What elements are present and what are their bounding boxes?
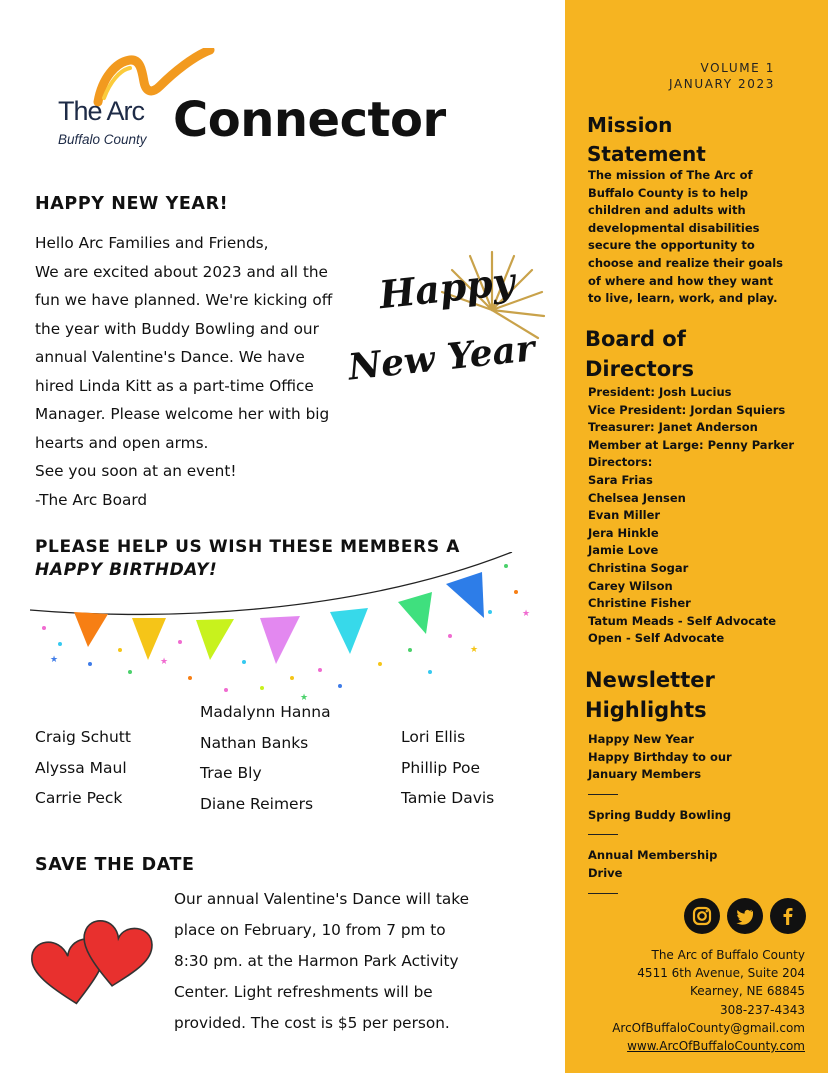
graphic-happy-text: Happy bbox=[376, 258, 517, 318]
issue-date: JANUARY 2023 bbox=[669, 77, 775, 91]
new-year-line: fun we have planned. We're kicking off bbox=[35, 291, 333, 309]
board-member: Jamie Love bbox=[588, 543, 659, 558]
mission-heading bbox=[587, 111, 706, 169]
facebook-icon[interactable] bbox=[770, 898, 806, 934]
board-member: Tatum Meads - Self Advocate bbox=[588, 613, 777, 628]
new-year-line: -The Arc Board bbox=[35, 490, 148, 509]
save-the-date-line: provided. The cost is $5 per person. bbox=[174, 1014, 450, 1032]
contact-email[interactable]: ArcOfBuffaloCounty@gmail.com bbox=[612, 1020, 805, 1035]
twitter-icon[interactable] bbox=[727, 898, 763, 934]
hearts-icon bbox=[12, 912, 162, 1012]
board-heading bbox=[585, 324, 694, 384]
highlight-item: Annual Membership bbox=[588, 848, 718, 863]
happy-new-year-graphic bbox=[342, 240, 552, 410]
bunting-decoration bbox=[30, 552, 535, 712]
birthday-name: Phillip Poe bbox=[401, 758, 480, 777]
highlight-item: Drive bbox=[588, 865, 623, 880]
new-year-heading: HAPPY NEW YEAR! bbox=[35, 194, 229, 214]
contact-org: The Arc of Buffalo County bbox=[651, 948, 805, 962]
mission-line: The mission of The Arc of bbox=[588, 168, 753, 182]
logo-name: The Arc bbox=[58, 96, 145, 126]
highlight-item: Spring Buddy Bowling bbox=[588, 807, 732, 822]
board-member: President: Josh Lucius bbox=[588, 385, 732, 399]
mission-line: developmental disabilities bbox=[588, 220, 760, 235]
birthday-column-3 bbox=[401, 722, 494, 814]
issue-volume: VOLUME 1 bbox=[700, 61, 775, 75]
birthday-heading: PLEASE HELP US WISH THESE MEMBERS A bbox=[35, 537, 460, 557]
birthday-name: Tamie Davis bbox=[401, 789, 495, 807]
save-the-date-line: Center. Light refreshments will be bbox=[174, 983, 433, 1001]
highlights-list bbox=[588, 731, 732, 906]
highlights-heading bbox=[585, 665, 715, 725]
mission-heading-line: Mission bbox=[587, 113, 673, 137]
svg-text:★: ★ bbox=[470, 645, 479, 655]
mission-line: Buffalo County is to help bbox=[588, 185, 748, 200]
board-member: Christine Fisher bbox=[588, 596, 691, 611]
svg-text:★: ★ bbox=[160, 657, 169, 667]
save-the-date-heading: SAVE THE DATE bbox=[35, 855, 195, 875]
board-member: Directors: bbox=[588, 455, 653, 470]
board-member: Christina Sogar bbox=[588, 560, 689, 575]
board-heading-line: Directors bbox=[585, 357, 694, 381]
new-year-line: Hello Arc Families and Friends, bbox=[35, 234, 269, 252]
issue-info bbox=[669, 60, 775, 92]
new-year-line: hearts and open arms. bbox=[35, 433, 209, 452]
contact-phone: 308-237-4343 bbox=[719, 1002, 805, 1017]
svg-text:★: ★ bbox=[522, 609, 531, 619]
board-member: Sara Frias bbox=[588, 472, 653, 487]
board-member: Evan Miller bbox=[588, 508, 661, 523]
mission-text bbox=[588, 167, 783, 308]
board-member: Vice President: Jordan Squiers bbox=[588, 402, 786, 417]
contact-street: 4511 6th Avenue, Suite 204 bbox=[637, 966, 805, 981]
board-member: Member at Large: Penny Parker bbox=[588, 437, 795, 452]
mission-line: of where and how they want bbox=[588, 273, 773, 288]
highlights-heading-line: Highlights bbox=[585, 698, 707, 722]
highlight-item: Happy Birthday to our bbox=[588, 749, 732, 764]
board-member: Carey Wilson bbox=[588, 578, 673, 593]
birthday-column-2 bbox=[200, 697, 331, 819]
birthday-name: Lori Ellis bbox=[401, 728, 466, 746]
instagram-icon[interactable] bbox=[684, 898, 720, 934]
save-the-date-body bbox=[174, 884, 534, 1039]
highlights-heading-line: Newsletter bbox=[585, 668, 715, 692]
new-year-line: the year with Buddy Bowling and our bbox=[35, 319, 319, 338]
board-heading-line: Board of bbox=[585, 327, 686, 351]
birthday-name: Trae Bly bbox=[200, 764, 262, 782]
svg-text:★: ★ bbox=[50, 655, 59, 665]
board-member: Treasurer: Janet Anderson bbox=[588, 420, 758, 435]
save-the-date-line: Our annual Valentine's Dance will take bbox=[174, 890, 469, 908]
contact-block bbox=[612, 946, 805, 1055]
board-member: Jera Hinkle bbox=[588, 525, 659, 540]
new-year-line: We are excited about 2023 and all the bbox=[35, 262, 328, 281]
mission-line: secure the opportunity to bbox=[588, 238, 755, 253]
birthday-heading-emphasis: HAPPY BIRTHDAY! bbox=[35, 560, 218, 580]
birthday-name: Nathan Banks bbox=[200, 733, 309, 752]
divider bbox=[588, 794, 618, 795]
birthday-name: Carrie Peck bbox=[35, 789, 123, 807]
mission-line: to live, learn, work, and play. bbox=[588, 291, 778, 306]
new-year-line: annual Valentine's Dance. We have bbox=[35, 348, 305, 366]
new-year-line: See you soon at an event! bbox=[35, 462, 237, 480]
mission-heading-line: Statement bbox=[587, 142, 706, 166]
birthday-column-1 bbox=[35, 722, 131, 814]
website-link[interactable]: www.ArcOfBuffaloCounty.com bbox=[627, 1039, 805, 1054]
birthday-name: Alyssa Maul bbox=[35, 758, 127, 777]
board-member: Chelsea Jensen bbox=[588, 490, 686, 505]
new-year-body bbox=[35, 229, 365, 514]
birthday-name: Diane Reimers bbox=[200, 794, 314, 813]
board-member: Open - Self Advocate bbox=[588, 631, 725, 646]
logo-subtitle: Buffalo County bbox=[58, 132, 147, 147]
save-the-date-line: place on February, 10 from 7 pm to bbox=[174, 921, 446, 939]
newsletter-title: Connector bbox=[173, 92, 446, 148]
birthday-name: Madalynn Hanna bbox=[200, 703, 331, 721]
highlight-item: Happy New Year bbox=[588, 732, 694, 746]
social-links bbox=[684, 898, 806, 934]
svg-text:★: ★ bbox=[300, 693, 309, 703]
divider bbox=[588, 834, 618, 835]
new-year-line: Manager. Please welcome her with big bbox=[35, 405, 330, 423]
divider bbox=[588, 893, 618, 894]
graphic-new-year-text: New Year bbox=[346, 327, 537, 389]
save-the-date-line: 8:30 pm. at the Harmon Park Activity bbox=[174, 952, 459, 970]
highlight-item: January Members bbox=[588, 767, 702, 782]
new-year-line: hired Linda Kitt as a part-time Office bbox=[35, 376, 314, 395]
birthday-name: Craig Schutt bbox=[35, 728, 131, 746]
contact-city: Kearney, NE 68845 bbox=[690, 984, 805, 999]
mission-line: choose and realize their goals bbox=[588, 255, 784, 270]
mission-line: children and adults with bbox=[588, 203, 746, 218]
board-list bbox=[588, 384, 794, 648]
